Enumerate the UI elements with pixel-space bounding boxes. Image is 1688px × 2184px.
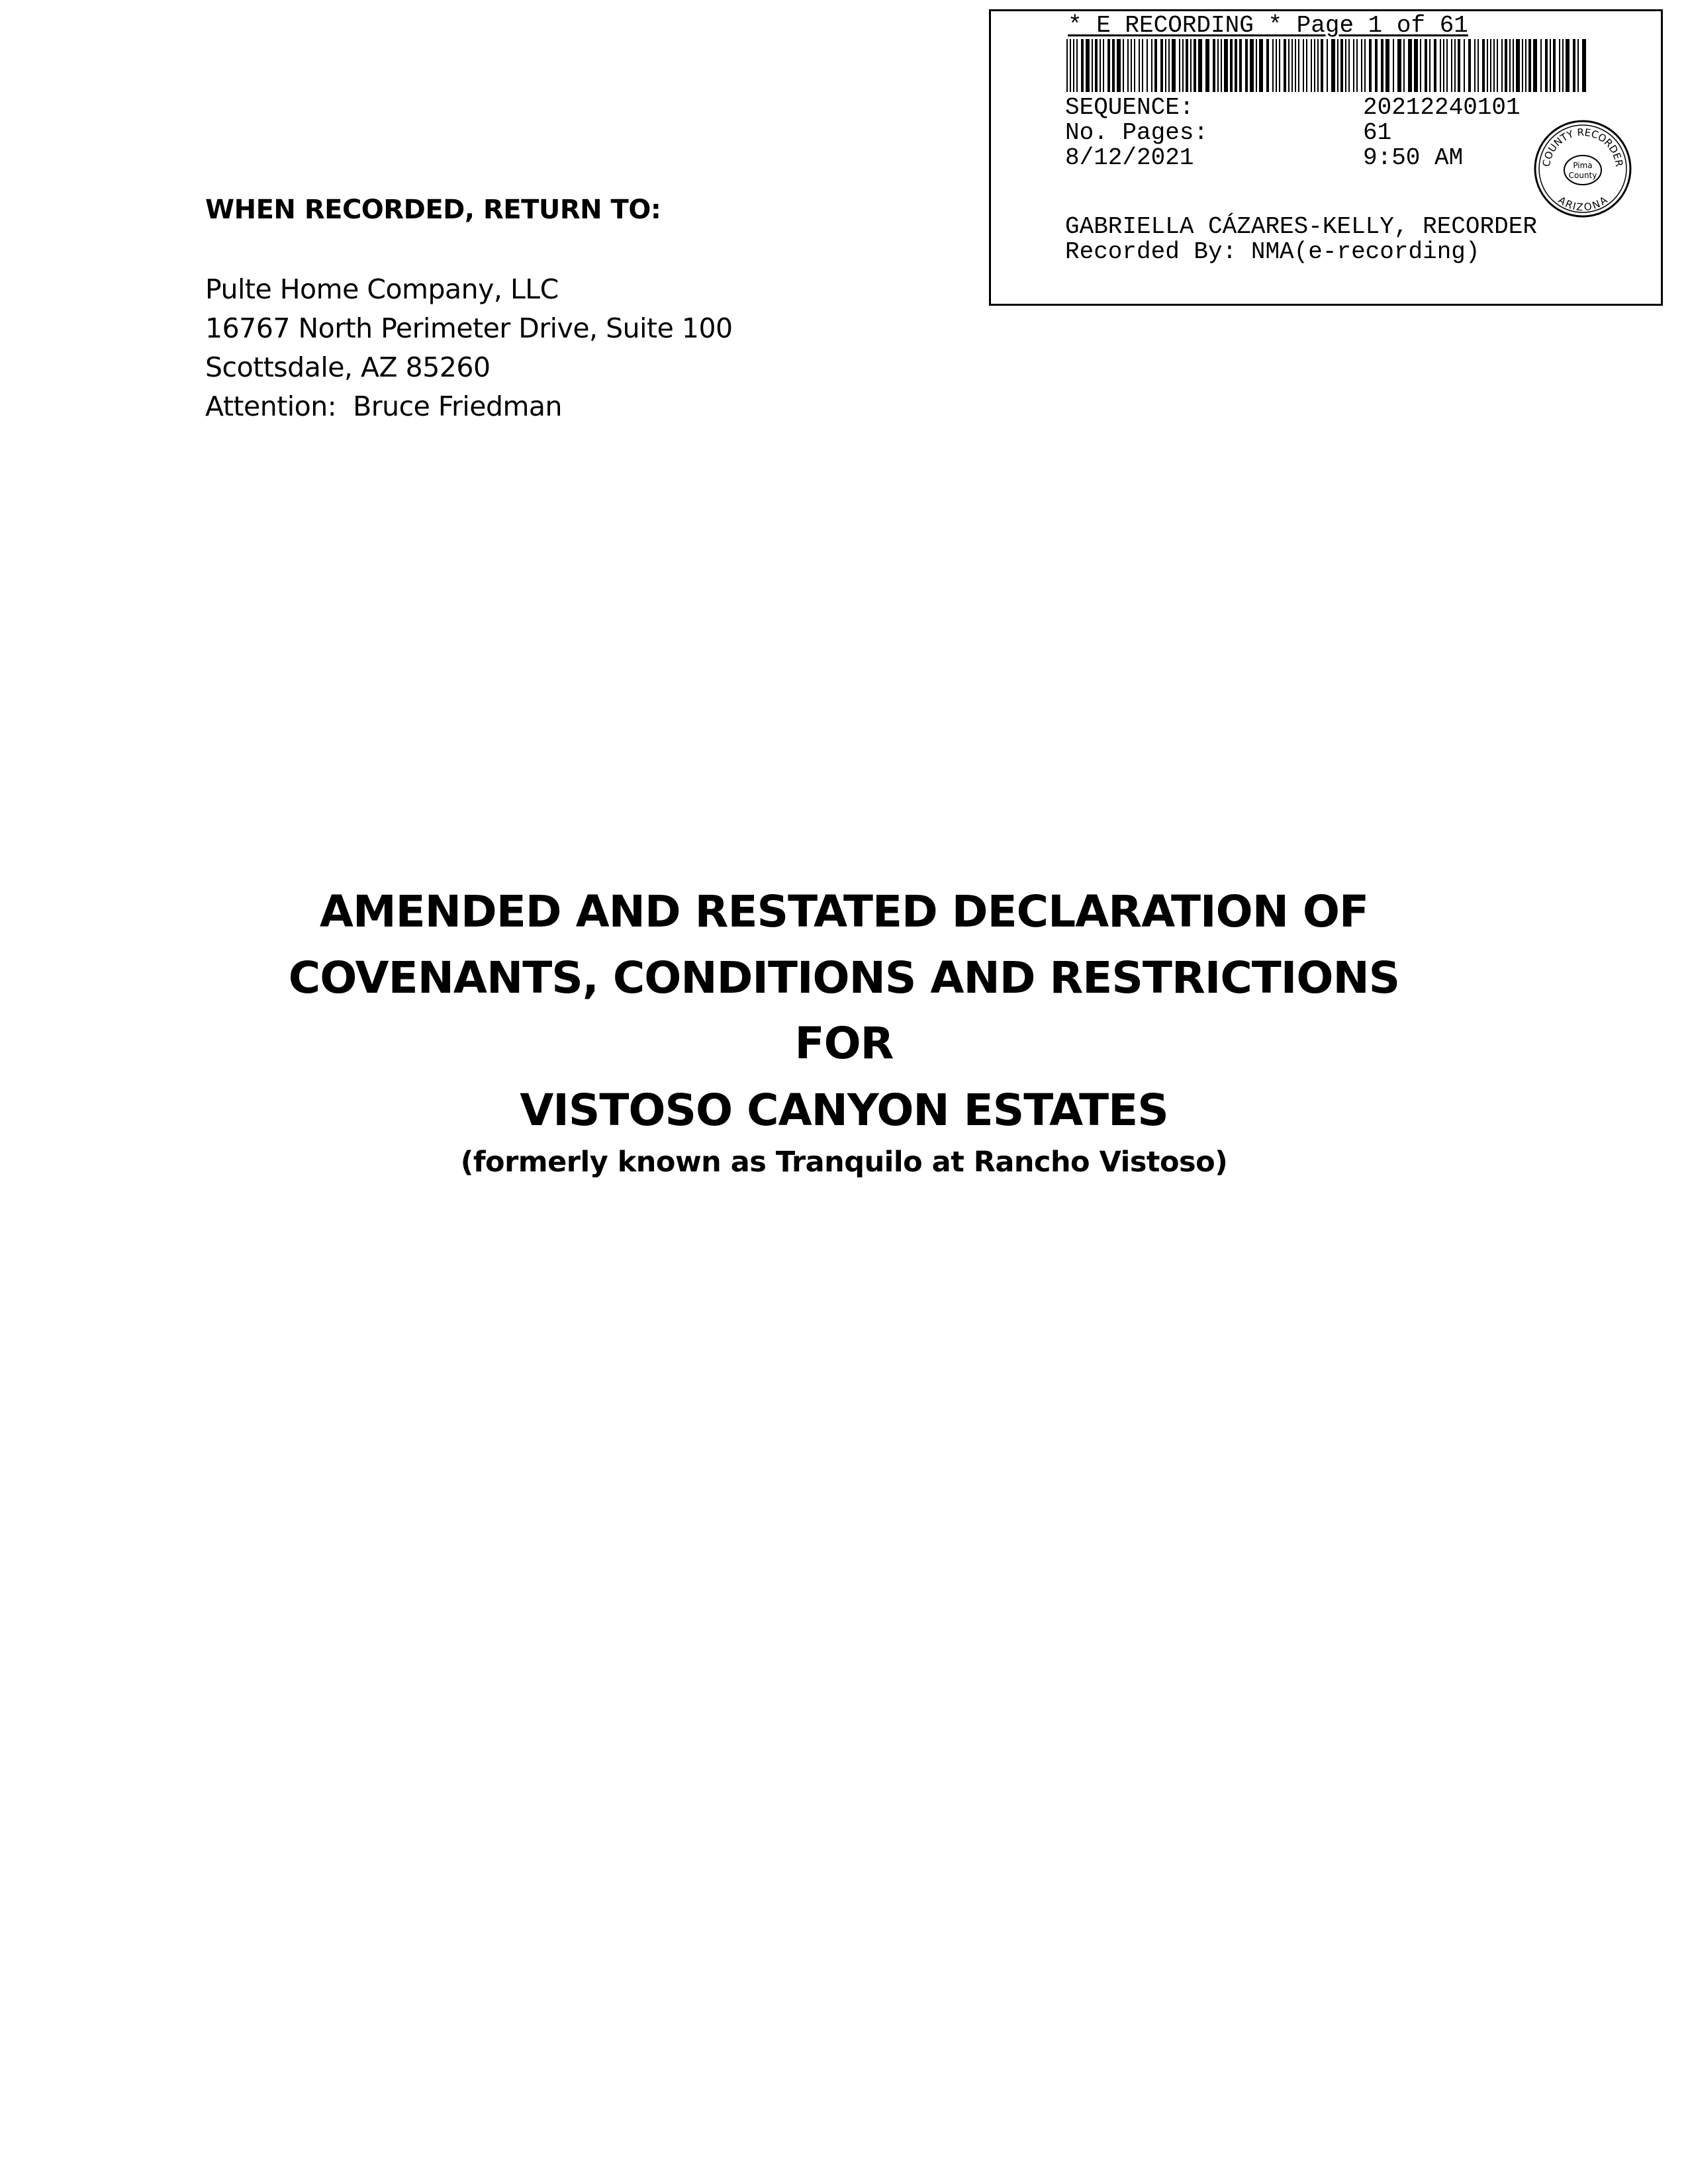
svg-text:COUNTY RECORDER: COUNTY RECORDER [1540,126,1626,168]
barcode-bar [1100,39,1101,92]
barcode-bar [1501,39,1503,92]
barcode-bar [1172,39,1176,92]
svg-text:Pima: Pima [1573,161,1593,170]
barcode-bar [1154,39,1157,92]
barcode-bar [1317,39,1319,92]
barcode-bar [1179,39,1180,92]
barcode-bar [1474,39,1476,92]
barcode-bar [1348,39,1350,92]
barcode-bar [1562,39,1564,92]
barcode-bar [1331,39,1335,92]
barcode-bar [1239,39,1242,92]
barcode-bar [1497,39,1498,92]
barcode-bar [1327,39,1328,92]
barcode-bar [1505,39,1507,92]
barcode-bar [1454,39,1456,92]
barcode-bar [1256,39,1257,92]
barcode-bar [1221,39,1222,92]
barcode-bar [1311,39,1312,92]
barcode-bar [1186,39,1188,92]
barcode-bar [1205,39,1209,92]
barcode-bar [1168,39,1170,92]
barcode-bar [1420,39,1421,92]
return-address [205,270,733,426]
barcode-bar [1291,39,1293,92]
barcode-bar [1139,39,1140,92]
barcode-bar [1295,39,1296,92]
document-title-line-4: VISTOSO CANYON ESTATES [520,1085,1168,1136]
barcode-bar [1353,39,1354,92]
barcode-bar [1446,39,1448,92]
barcode-bar [1131,39,1132,92]
county-seal-icon [1532,118,1633,219]
barcode-bar [1142,39,1143,92]
barcode-bar [1230,39,1233,92]
return-company: Pulte Home Company, LLC [205,273,559,305]
barcode-bar [1356,39,1358,92]
barcode-bar [1487,39,1488,92]
barcode-bar [1522,39,1523,92]
barcode-bar [1279,39,1280,92]
barcode-bar [1266,39,1269,92]
barcode-bar [1525,39,1526,92]
barcode-bar [1213,39,1215,92]
barcode-bar [1103,39,1104,92]
barcode-bar [1303,39,1304,92]
barcode-bar [1127,39,1129,92]
barcode-bar [1414,39,1418,92]
barcode-bar [1112,39,1115,92]
barcode-bar [1107,39,1110,92]
return-city: Scottsdale, AZ 85260 [205,351,491,383]
barcode [1066,39,1589,92]
barcode-bar [1340,39,1343,92]
recorder-name: GABRIELLA CÁZARES-KELLY, RECORDER [1065,213,1537,240]
barcode-bar [1375,39,1378,92]
stamp-header: * E RECORDING * Page 1 of 61 [1068,12,1468,39]
sequence-label: SEQUENCE: [1065,94,1194,121]
barcode-bar [1198,39,1202,92]
sequence-value: 20212240101 [1363,94,1521,121]
barcode-bar [1513,39,1514,92]
barcode-bar [1092,39,1093,92]
svg-text:County: County [1568,171,1597,180]
barcode-bar [1381,39,1383,92]
barcode-bar [1540,39,1542,92]
barcode-bar [1451,39,1452,92]
pages-label: No. Pages: [1065,119,1209,146]
document-title-line-2: COVENANTS, CONDITIONS AND RESTRICTIONS [288,952,1400,1003]
barcode-bar [1245,39,1248,92]
barcode-bar [1573,39,1575,92]
svg-text:ARIZONA: ARIZONA [1556,194,1610,214]
barcode-bar [1288,39,1289,92]
barcode-bar [1477,39,1479,92]
barcode-bar [1493,39,1495,92]
barcode-bar [1582,39,1586,92]
barcode-bar [1306,39,1307,92]
barcode-bar [1464,39,1465,92]
barcode-bar [1070,39,1071,92]
barcode-bar [1528,39,1531,92]
barcode-bar [1397,39,1401,92]
barcode-bar [1217,39,1219,92]
barcode-bar [1073,39,1074,92]
barcode-bar [1076,39,1078,92]
barcode-bar [1385,39,1389,92]
barcode-bar [1259,39,1263,92]
barcode-bar [1482,39,1485,92]
barcode-bar [1545,39,1548,92]
barcode-bar [1369,39,1372,92]
barcode-bar [1272,39,1274,92]
barcode-bar [1250,39,1254,92]
pages-value: 61 [1363,119,1392,146]
barcode-bar [1440,39,1441,92]
barcode-bar [1224,39,1228,92]
barcode-bar [1066,39,1068,92]
barcode-bar [1516,39,1520,92]
barcode-bar [1490,39,1491,92]
barcode-bar [1151,39,1152,92]
barcode-bar [1458,39,1460,92]
barcode-bar [1550,39,1551,92]
document-title-line-1: AMENDED AND RESTATED DECLARATION OF [319,886,1369,937]
barcode-bar [1361,39,1362,92]
barcode-bar [1235,39,1237,92]
barcode-bar [1468,39,1471,92]
barcode-bar [1321,39,1323,92]
barcode-bar [1364,39,1366,92]
barcode-bar [1147,39,1148,92]
barcode-bar [1134,39,1135,92]
barcode-bar [1553,39,1556,92]
barcode-bar [1160,39,1163,92]
document-subtitle: (formerly known as Tranquilo at Rancho Vistoso) [460,1146,1228,1179]
barcode-bar [1314,39,1315,92]
barcode-bar [1337,39,1338,92]
barcode-bar [1165,39,1166,92]
barcode-bar [1393,39,1394,92]
barcode-bar [1117,39,1121,92]
recording-time: 9:50 AM [1363,144,1464,171]
return-to-heading: WHEN RECORDED, RETURN TO: [205,195,661,225]
recorded-by: Recorded By: NMA(e-recording) [1065,238,1480,265]
barcode-bar [1123,39,1124,92]
barcode-bar [1086,39,1090,92]
barcode-bar [1284,39,1286,92]
return-attention: Attention: Bruce Friedman [205,390,563,422]
barcode-bar [1408,39,1412,92]
barcode-bar [1533,39,1537,92]
barcode-bar [1298,39,1299,92]
document-title-line-3: FOR [794,1018,894,1069]
barcode-bar [1429,39,1430,92]
barcode-bar [1095,39,1098,92]
recording-date: 8/12/2021 [1065,144,1194,171]
barcode-bar [1434,39,1436,92]
barcode-bar [1190,39,1192,92]
barcode-bar [1194,39,1196,92]
barcode-bar [1509,39,1511,92]
barcode-bar [1443,39,1444,92]
barcode-bar [1182,39,1184,92]
barcode-bar [1425,39,1427,92]
barcode-bar [1081,39,1084,92]
barcode-bar [1566,39,1570,92]
barcode-bar [1345,39,1346,92]
barcode-bar [1403,39,1405,92]
recording-stamp [989,9,1663,306]
barcode-bar [1577,39,1579,92]
barcode-bar [1276,39,1277,92]
barcode-bar [1559,39,1560,92]
return-street: 16767 North Perimeter Drive, Suite 100 [205,312,733,344]
